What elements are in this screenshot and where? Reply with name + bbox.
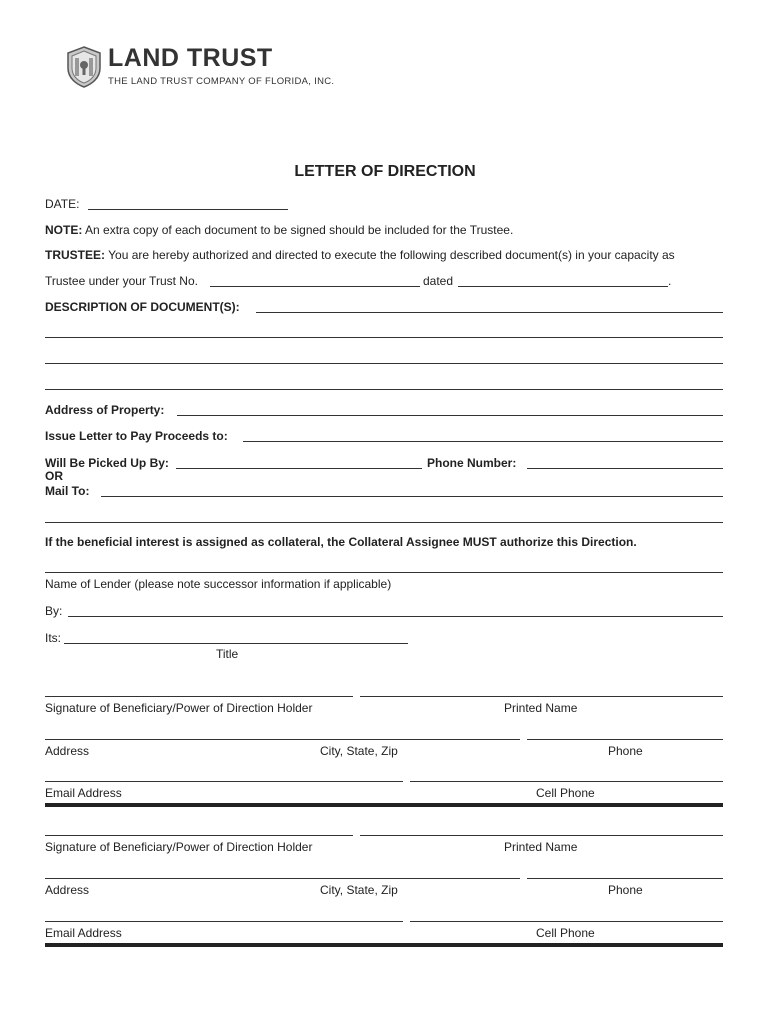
by-field[interactable] [68, 616, 723, 617]
trust-no-field[interactable] [210, 286, 420, 287]
description-line[interactable] [45, 389, 723, 390]
cell-phone-field[interactable] [410, 921, 723, 922]
description-line[interactable] [45, 363, 723, 364]
dated-period: . [668, 274, 672, 288]
phone-field[interactable] [527, 739, 723, 740]
address-of-property-field[interactable] [177, 415, 723, 416]
land-trust-logo-icon [66, 46, 102, 88]
email-label: Email Address [45, 786, 122, 800]
picked-up-label: Will Be Picked Up By: [45, 456, 169, 470]
email-field[interactable] [45, 921, 403, 922]
section-divider [45, 803, 723, 807]
section-divider [45, 943, 723, 947]
issue-letter-label: Issue Letter to Pay Proceeds to: [45, 429, 228, 443]
logo-title: LAND TRUST [108, 44, 273, 72]
trustee-label: TRUSTEE: [45, 248, 105, 262]
dated-label: dated [423, 274, 454, 288]
trustee-text: You are hereby authorized and directed to execute the following described document(s) in your capacity as [108, 248, 675, 262]
its-field[interactable] [64, 643, 408, 644]
note-text: An extra copy of each document to be signed should be included for the Trustee. [85, 223, 514, 237]
or-label: OR [45, 469, 63, 483]
address-field[interactable] [45, 878, 520, 879]
phone-number-field[interactable] [527, 468, 723, 469]
page-title: LETTER OF DIRECTION [294, 163, 476, 180]
city-state-zip-label: City, State, Zip [320, 883, 398, 897]
printed-name-field[interactable] [360, 696, 723, 697]
signature-label: Signature of Beneficiary/Power of Direction Holder [45, 701, 313, 715]
address-of-property-label: Address of Property: [45, 403, 165, 417]
date-label: DATE: [45, 197, 80, 211]
city-state-zip-label: City, State, Zip [320, 744, 398, 758]
phone-number-label: Phone Number: [427, 456, 517, 470]
trustee-line [45, 248, 675, 262]
mail-to-label: Mail To: [45, 484, 90, 498]
mail-to-field[interactable] [101, 496, 723, 497]
title-caption: Title [216, 647, 239, 661]
description-label: DESCRIPTION OF DOCUMENT(S): [45, 300, 240, 314]
lender-name-field[interactable] [45, 572, 723, 573]
printed-name-label: Printed Name [504, 701, 578, 715]
cell-phone-label: Cell Phone [536, 926, 595, 940]
its-label: Its: [45, 631, 62, 645]
cell-phone-label: Cell Phone [536, 786, 595, 800]
description-field[interactable] [256, 312, 723, 313]
address-label: Address [45, 744, 90, 758]
phone-label: Phone [608, 883, 643, 897]
address-label: Address [45, 883, 90, 897]
phone-field[interactable] [527, 878, 723, 879]
lender-name-label: Name of Lender (please note successor information if applicable) [45, 577, 392, 591]
trust-no-label: Trustee under your Trust No. [45, 274, 198, 288]
address-field[interactable] [45, 739, 520, 740]
by-label: By: [45, 604, 63, 618]
printed-name-field[interactable] [360, 835, 723, 836]
signature-label: Signature of Beneficiary/Power of Direction Holder [45, 840, 313, 854]
description-line[interactable] [45, 337, 723, 338]
mail-to-line[interactable] [45, 522, 723, 523]
signature-field[interactable] [45, 835, 353, 836]
printed-name-label: Printed Name [504, 840, 578, 854]
cell-phone-field[interactable] [410, 781, 723, 782]
email-label: Email Address [45, 926, 122, 940]
dated-field[interactable] [458, 286, 668, 287]
note-label: NOTE: [45, 223, 83, 237]
collateral-note: If the beneficial interest is assigned as collateral, the Collateral Assignee MUST authorize this Direction. [45, 535, 637, 549]
email-field[interactable] [45, 781, 403, 782]
date-field[interactable] [88, 209, 288, 210]
note-line [45, 223, 513, 237]
issue-letter-field[interactable] [243, 441, 723, 442]
phone-label: Phone [608, 744, 643, 758]
signature-field[interactable] [45, 696, 353, 697]
logo-subtitle: THE LAND TRUST COMPANY OF FLORIDA, INC. [108, 76, 335, 87]
picked-up-field[interactable] [176, 468, 422, 469]
